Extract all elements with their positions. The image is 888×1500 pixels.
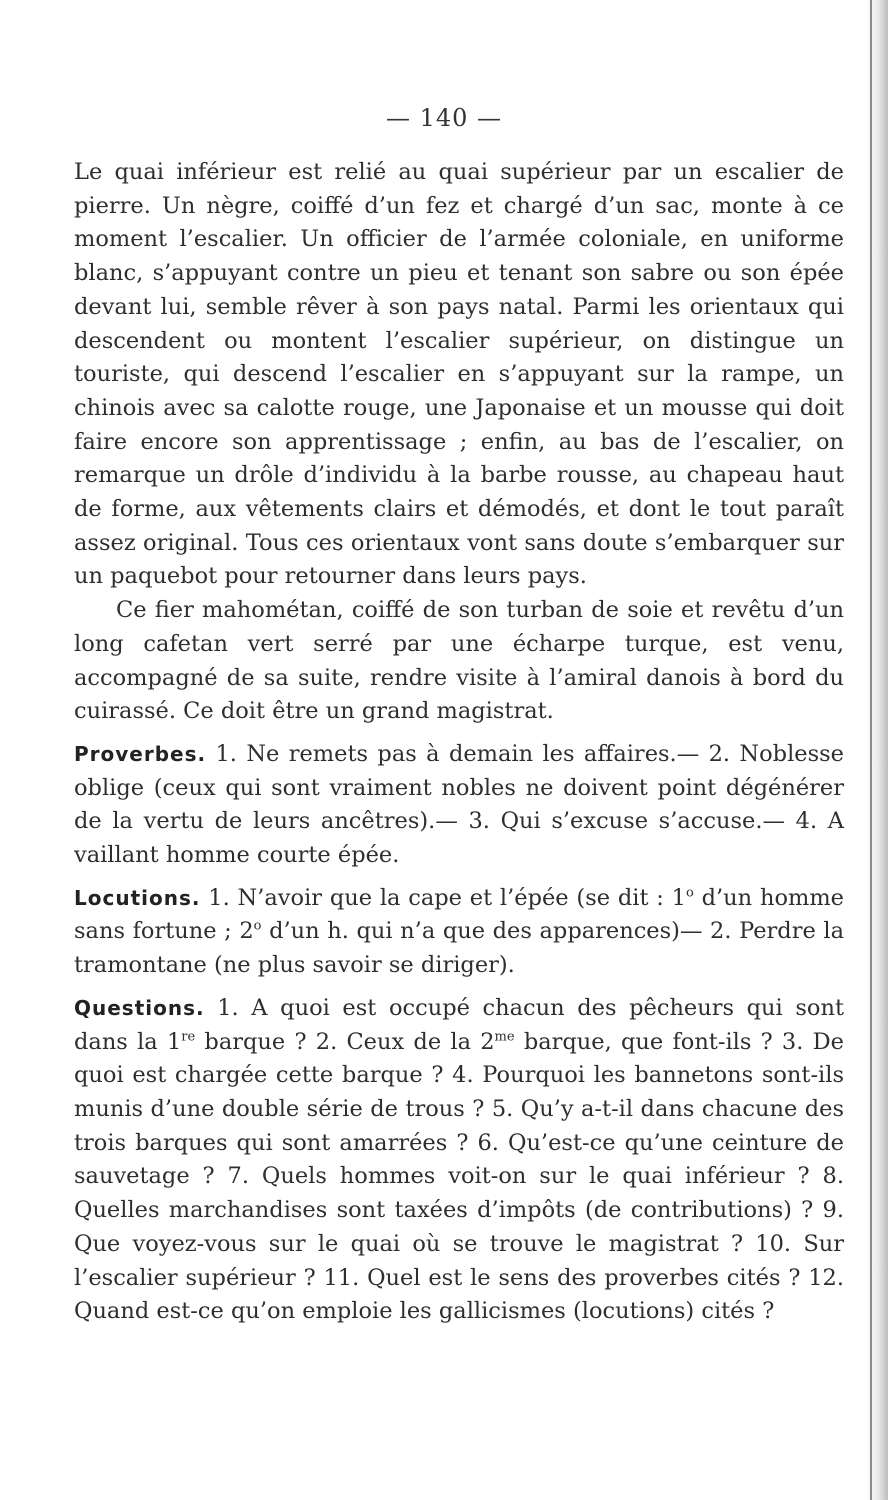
- paragraph-quai: Le quai inférieur est relié au quai supérieur par un escalier de pierre. Un nègre, coiffé d’un fez et chargé d’un sac, monte à ce moment l’escalier. Un officier de l’armée coloniale, en uniforme blanc, s’appuyant contre un pieu et tenant son sabre ou son épée devant lui, semble rêver à son pays natal. Parmi les orientaux qui descendent ou montent l’escalier supérieur, on distingue un touriste, qui descend l’escalier en s’appuyant sur la rampe, un chinois avec sa calotte rouge, une Japonaise et un mousse qui doit faire encore son apprentissage ; enfin, au bas de l’escalier, on remarque un drôle d’individu à la barbe rousse, au chapeau haut de forme, aux vêtements clairs et démodés, et dont le tout paraît assez original. Tous ces orientaux vont sans doute s’embarquer sur un paquebot pour retourner dans leurs pays.: [74, 159, 844, 590]
- questions-sup-1: re: [181, 1029, 196, 1045]
- questions-text-3: barque, que font-ils ? 3. De quoi est chargée cette barque ? 4. Pourquoi les bannetons sont-ils munis d’une double série de trous ? 5. Qu’y a-t-il dans chacune des trois barques qui sont amarrées ? 6. Qu’est-ce qu’une ceinture de sauvetage ? 7. Quels hommes voit-on sur le quai inférieur ? 8. Quelles marchandises sont taxées d’impôts (de contributions) ? 9. Que voyez-vous sur le quai où se trouve le magistrat ? 10. Sur l’escalier supérieur ? 11. Quel est le sens des proverbes cités ? 12. Quand est-ce qu’on emploie les gallicismes (locutions) cités ?: [74, 1028, 844, 1325]
- locutions-section: [74, 882, 844, 983]
- page-body: [74, 156, 844, 1329]
- locutions-text-1: 1. N’avoir que la cape et l’épée (se dit : 1: [200, 884, 686, 911]
- questions-section: [74, 992, 844, 1329]
- paragraph-mahometan: Ce fier mahométan, coiffé de son turban de soie et revêtu d’un long cafetan vert serré par une écharpe turque, est venu, accompagné de sa suite, rendre visite à l’amiral danois à bord du cuirassé. Ce doit être un grand magistrat.: [74, 597, 844, 725]
- locutions-sup-1: o: [686, 885, 694, 901]
- questions-sup-2: me: [494, 1029, 515, 1045]
- questions-label: Questions.: [74, 995, 205, 1020]
- proverbes-section: [74, 738, 844, 873]
- page-number: — 140 —: [385, 104, 503, 132]
- questions-text-2: barque ? 2. Ceux de la 2: [195, 1028, 495, 1055]
- locutions-text-2: d’un homme sans fortune ; 2: [74, 884, 844, 945]
- page-edge-line: [870, 0, 872, 1500]
- locutions-sup-2: o: [253, 918, 262, 934]
- proverbes-text: 1. Ne remets pas à demain les affaires.— 2. Noblesse oblige (ceux qui sont vraiment nobles ne doivent point dégénérer de la vertu de leurs ancêtres).— 3. Qui s’excuse s’accuse.— 4. A vaillant homme courte épée.: [74, 740, 844, 869]
- proverbes-label: Proverbes.: [74, 741, 207, 766]
- locutions-text-3: d’un h. qui n’a que des apparences)— 2. Perdre la tramontane (ne plus savoir se diriger).: [74, 918, 844, 979]
- questions-text-1: 1. A quoi est occupé chacun des pêcheurs qui sont dans la 1: [74, 994, 844, 1055]
- locutions-label: Locutions.: [74, 885, 201, 910]
